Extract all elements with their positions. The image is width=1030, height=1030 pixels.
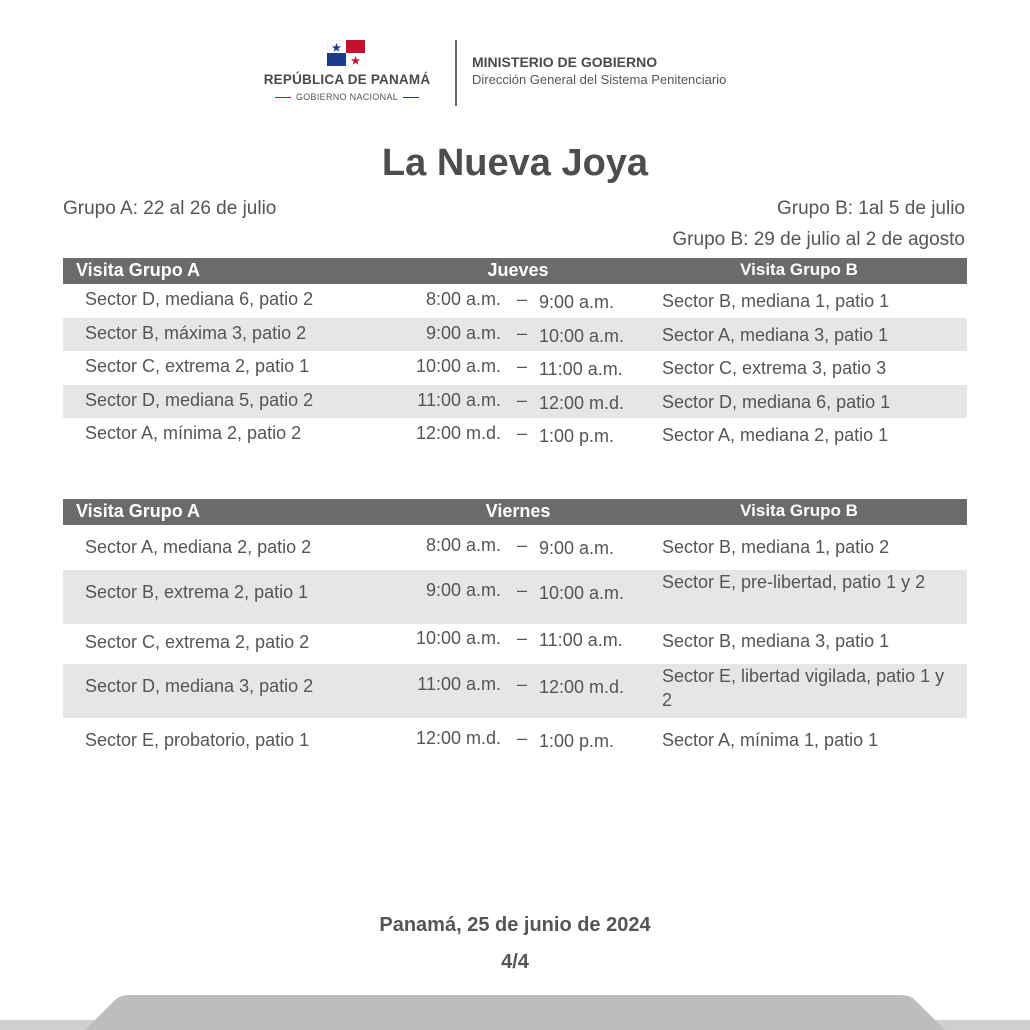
time-dash: – — [517, 389, 528, 410]
group-b-sector: Sector D, mediana 6, patio 1 — [662, 391, 891, 412]
group-a-sector: Sector C, extrema 2, patio 2 — [85, 632, 310, 652]
group-b-dates-2: Grupo B: 29 de julio al 2 de agosto — [672, 229, 965, 250]
group-b-sector: Sector A, mediana 2, patio 1 — [662, 425, 889, 445]
header-day: Viernes — [485, 501, 551, 521]
start-time: 8:00 a.m. — [425, 289, 501, 309]
table-row — [63, 385, 967, 419]
group-a-sector: Sector A, mínima 2, patio 2 — [85, 423, 302, 443]
group-b-sector: Sector B, mediana 1, patio 2 — [662, 537, 890, 557]
group-b-sector: Sector E, libertad vigilada, patio 1 y 2 — [662, 666, 945, 710]
group-a-sector: Sector D, mediana 5, patio 2 — [85, 389, 314, 410]
time-dash: – — [517, 674, 528, 694]
start-time: 12:00 m.d. — [415, 728, 501, 748]
header-day: Jueves — [487, 260, 549, 280]
end-time: 9:00 a.m. — [539, 538, 615, 558]
group-b-sector: Sector B, mediana 3, patio 1 — [662, 631, 890, 651]
start-time: 10:00 a.m. — [415, 628, 501, 648]
group-a-sector: Sector A, mediana 2, patio 2 — [85, 537, 312, 557]
group-b-sector: Sector A, mediana 3, patio 1 — [662, 324, 889, 345]
page-number: 4/4 — [501, 951, 529, 973]
time-dash: – — [517, 628, 528, 648]
table-row — [63, 570, 967, 624]
table-row — [63, 664, 967, 718]
group-b-sector: Sector E, pre-libertad, patio 1 y 2 — [662, 572, 926, 592]
ministry-direction: Dirección General del Sistema Penitenciario — [472, 72, 727, 87]
blue-line — [403, 97, 419, 99]
header-group-b: Visita Grupo B — [740, 260, 858, 279]
table-row — [63, 525, 967, 570]
time-dash: – — [517, 289, 528, 309]
government-text: GOBIERNO NACIONAL — [295, 92, 399, 102]
panama-flag-icon — [327, 40, 365, 66]
start-time: 11:00 a.m. — [417, 674, 501, 694]
time-dash: – — [517, 535, 528, 555]
red-line — [275, 97, 291, 99]
table-row — [63, 318, 967, 352]
group-a-sector: Sector D, mediana 6, patio 2 — [85, 289, 314, 309]
start-time: 10:00 a.m. — [415, 356, 501, 376]
start-time: 9:00 a.m. — [425, 322, 501, 343]
time-dash: – — [517, 356, 528, 376]
friday-table — [63, 499, 967, 763]
thursday-table — [63, 258, 967, 452]
end-time: 1:00 p.m. — [539, 731, 615, 751]
start-time: 8:00 a.m. — [425, 535, 501, 555]
group-a-sector: Sector C, extrema 2, patio 1 — [85, 356, 310, 376]
group-a-sector: Sector B, extrema 2, patio 1 — [85, 582, 309, 602]
header-group-a: Visita Grupo A — [76, 260, 201, 280]
header — [0, 38, 1030, 110]
end-time: 9:00 a.m. — [539, 292, 615, 312]
table-row — [63, 351, 967, 385]
table-header — [63, 258, 967, 284]
header-divider — [455, 40, 457, 106]
time-dash: – — [517, 580, 528, 600]
group-a-sector: Sector E, probatorio, patio 1 — [85, 730, 310, 750]
group-a-sector: Sector D, mediana 3, patio 2 — [85, 676, 314, 696]
government-label — [255, 92, 439, 106]
end-time: 11:00 a.m. — [539, 359, 623, 379]
header-group-a: Visita Grupo A — [76, 501, 201, 521]
footer-date: Panamá, 25 de junio de 2024 — [379, 914, 651, 936]
end-time: 1:00 p.m. — [539, 426, 615, 446]
page-title: La Nueva Joya — [381, 142, 649, 184]
group-b-sector: Sector B, mediana 1, patio 1 — [662, 291, 890, 311]
country-name: REPÚBLICA DE PANAMÁ — [263, 72, 431, 87]
time-dash: – — [517, 423, 528, 443]
group-b-dates-1: Grupo B: 1al 5 de julio — [776, 198, 965, 219]
bottom-decoration — [0, 994, 1030, 1030]
time-dash: – — [517, 728, 528, 748]
end-time: 10:00 a.m. — [539, 583, 625, 603]
header-group-b: Visita Grupo B — [740, 501, 858, 520]
start-time: 12:00 m.d. — [415, 423, 501, 443]
table-row — [63, 284, 967, 318]
start-time: 9:00 a.m. — [425, 580, 501, 600]
group-b-sector: Sector C, extrema 3, patio 3 — [662, 358, 887, 378]
table-row — [63, 624, 967, 664]
end-time: 12:00 m.d. — [539, 677, 625, 697]
end-time: 11:00 a.m. — [539, 630, 623, 650]
time-dash: – — [517, 322, 528, 343]
table-row — [63, 718, 967, 763]
end-time: 12:00 m.d. — [539, 392, 625, 413]
group-b-sector: Sector A, mínima 1, patio 1 — [662, 730, 879, 750]
start-time: 11:00 a.m. — [417, 389, 501, 410]
group-a-sector: Sector B, máxima 3, patio 2 — [85, 322, 307, 343]
table-header — [63, 499, 967, 525]
end-time: 10:00 a.m. — [539, 325, 625, 346]
ministry-title: MINISTERIO DE GOBIERNO — [472, 54, 658, 70]
group-a-dates: Grupo A: 22 al 26 de julio — [63, 198, 277, 219]
table-row — [63, 418, 967, 452]
